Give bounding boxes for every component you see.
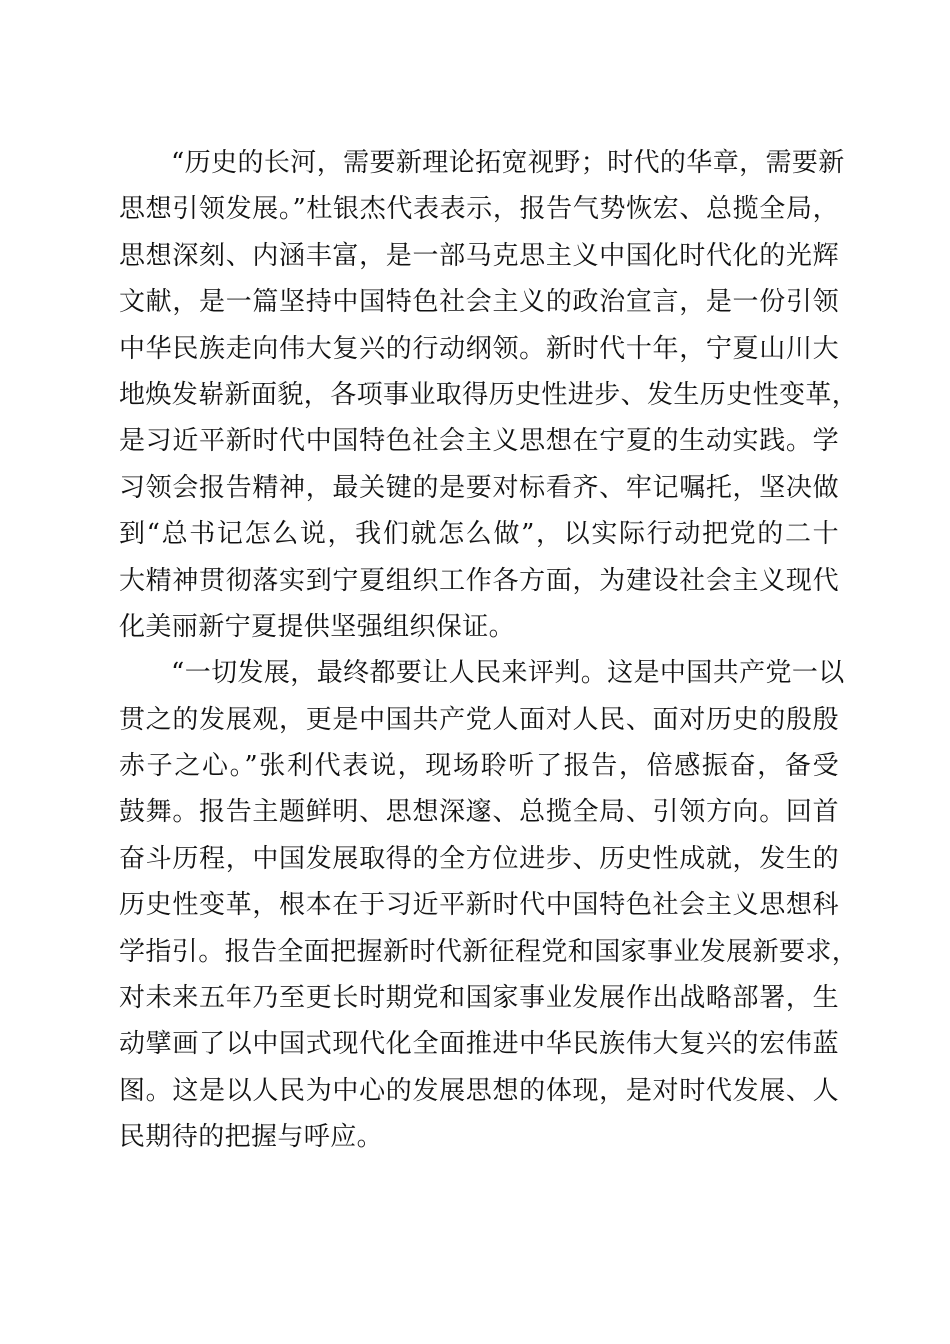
article-body (119, 140, 859, 1161)
text-line: 化美丽新宁夏提供坚强组织保证。 (119, 611, 516, 642)
text-line: 贯之的发展观，更是中国共产党人面对人民、面对历史的殷殷 (119, 704, 839, 735)
text-line: 大精神贯彻落实到宁夏组织工作各方面，为建设社会主义现代 (119, 565, 839, 596)
text-line: 是习近平新时代中国特色社会主义思想在宁夏的生动实践。学 (119, 426, 839, 457)
text-line: 历史性变革，根本在于习近平新时代中国特色社会主义思想科 (119, 890, 839, 921)
text-line: “历史的长河，需要新理论拓宽视野；时代的华章，需要新 (171, 148, 845, 178)
text-line: 奋斗历程，中国发展取得的全方位进步、历史性成就，发生的 (119, 843, 839, 874)
text-line: 赤子之心。”张利代表说，现场聆听了报告，倍感振奋，备受 (119, 751, 839, 782)
text-line: 习领会报告精神，最关键的是要对标看齐、牢记嘱托，坚决做 (119, 472, 839, 503)
text-line: 鼓舞。报告主题鲜明、思想深邃、总揽全局、引领方向。回首 (119, 797, 839, 828)
text-line: 思想引领发展。”杜银杰代表表示，报告气势恢宏、总揽全局， (119, 194, 839, 225)
text-line: 文献，是一篇坚持中国特色社会主义的政治宣言，是一份引领 (119, 287, 839, 318)
text-line: 动擘画了以中国式现代化全面推进中华民族伟大复兴的宏伟蓝 (119, 1029, 839, 1060)
text-line: 中华民族走向伟大复兴的行动纲领。新时代十年，宁夏山川大 (119, 333, 839, 364)
paragraph-1 (119, 140, 859, 650)
text-line: 思想深刻、内涵丰富，是一部马克思主义中国化时代化的光辉 (119, 240, 839, 271)
text-line: 地焕发崭新面貌，各项事业取得历史性进步、发生历史性变革， (119, 379, 859, 410)
text-line: 对未来五年乃至更长时期党和国家事业发展作出战略部署，生 (119, 983, 839, 1014)
text-line: 图。这是以人民为中心的发展思想的体现，是对时代发展、人 (119, 1075, 839, 1106)
text-line: 到“总书记怎么说，我们就怎么做”，以实际行动把党的二十 (119, 519, 839, 550)
paragraph-2 (119, 650, 859, 1160)
text-line: “一切发展，最终都要让人民来评判。这是中国共产党一以 (171, 658, 845, 689)
text-line: 民期待的把握与呼应。 (119, 1122, 384, 1153)
text-line: 学指引。报告全面把握新时代新征程党和国家事业发展新要求， (119, 936, 859, 967)
